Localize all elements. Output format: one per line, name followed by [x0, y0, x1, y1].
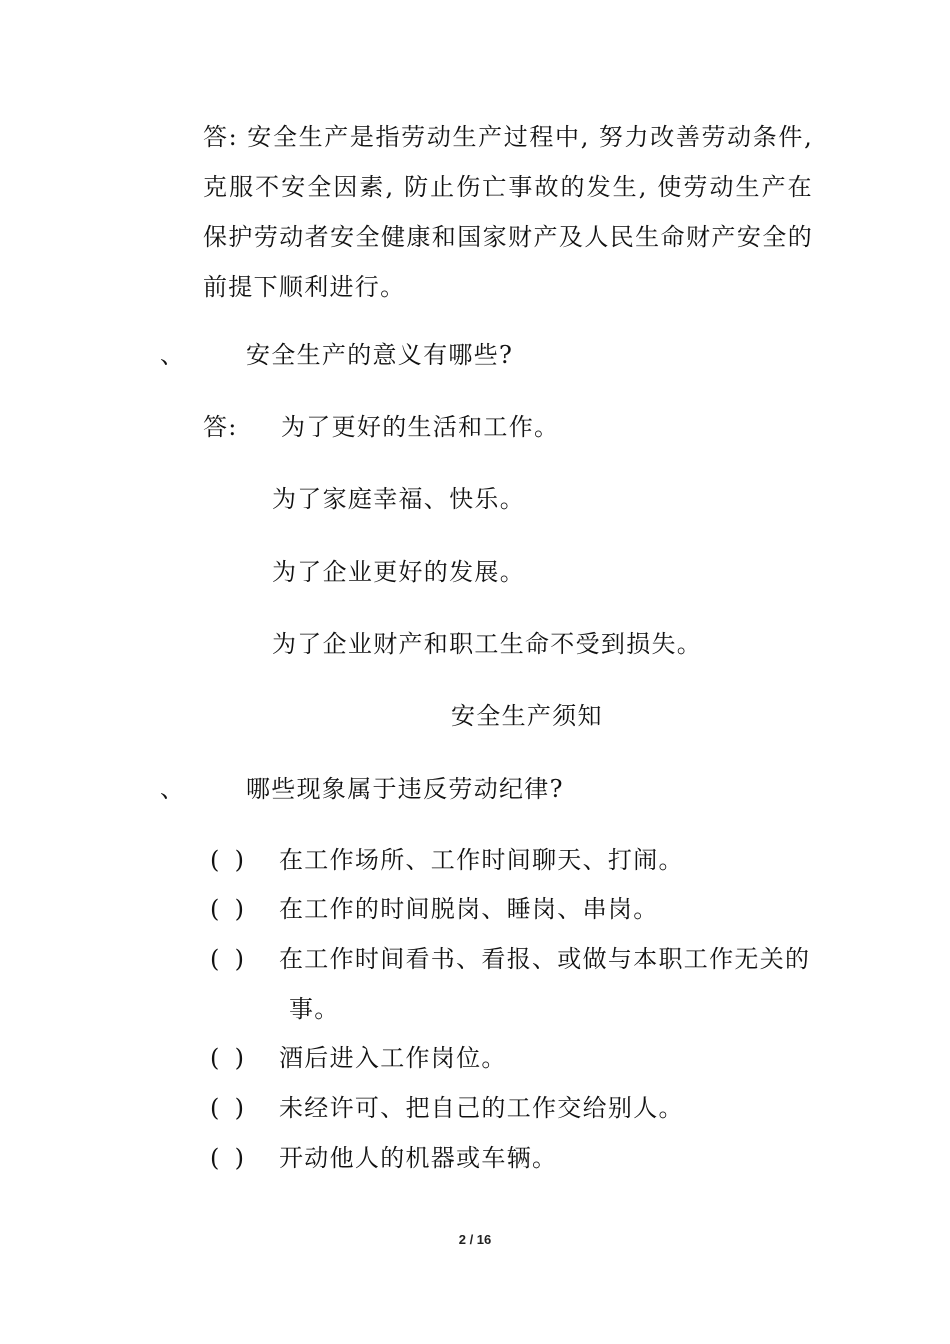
question1-answer-label: 答: [203, 413, 238, 441]
question1-text: 安全生产的意义有哪些? [246, 341, 514, 369]
checkbox-paren-4: ( ) [210, 1044, 244, 1072]
answer-item-3: 为了企业更好的发展。 [272, 558, 525, 586]
violation-item-2: 在工作的时间脱岗、睡岗、串岗。 [279, 895, 659, 923]
checkbox-paren-2: ( ) [210, 895, 244, 923]
violation-item-1: 在工作场所、工作时间聊天、打闹。 [279, 846, 684, 874]
checkbox-paren-5: ( ) [210, 1094, 244, 1122]
question1-mark: 、 [160, 341, 184, 369]
violation-item-3: 在工作时间看书、看报、或做与本职工作无关的 [279, 945, 811, 973]
violation-item-6: 开动他人的机器或车辆。 [279, 1144, 558, 1172]
intro-answer-paragraph: 答: 安全生产是指劳动生产过程中, 努力改善劳动条件, 克服不安全因素, 防止伤亡事故的发生, 使劳动生产在保护劳动者安全健康和国家财产及人民生命财产安全的前提下顺利进行。 [203, 123, 813, 301]
section-title: 安全生产须知 [451, 702, 603, 730]
violation-item-4: 酒后进入工作岗位。 [279, 1044, 507, 1072]
checkbox-paren-6: ( ) [210, 1144, 244, 1172]
violation-item-5: 未经许可、把自己的工作交给别人。 [279, 1094, 684, 1122]
question2-text: 哪些现象属于违反劳动纪律? [246, 775, 564, 803]
answer-item-4: 为了企业财产和职工生命不受到损失。 [272, 630, 703, 658]
question2-mark: 、 [160, 775, 184, 803]
violation-item-3-continuation: 事。 [289, 995, 340, 1023]
page-indicator: 2 / 16 [458, 1232, 492, 1247]
answer-item-1: 为了更好的生活和工作。 [281, 413, 560, 441]
checkbox-paren-3: ( ) [210, 945, 244, 973]
answer-item-2: 为了家庭幸福、快乐。 [272, 485, 525, 513]
checkbox-paren-1: ( ) [210, 846, 244, 874]
